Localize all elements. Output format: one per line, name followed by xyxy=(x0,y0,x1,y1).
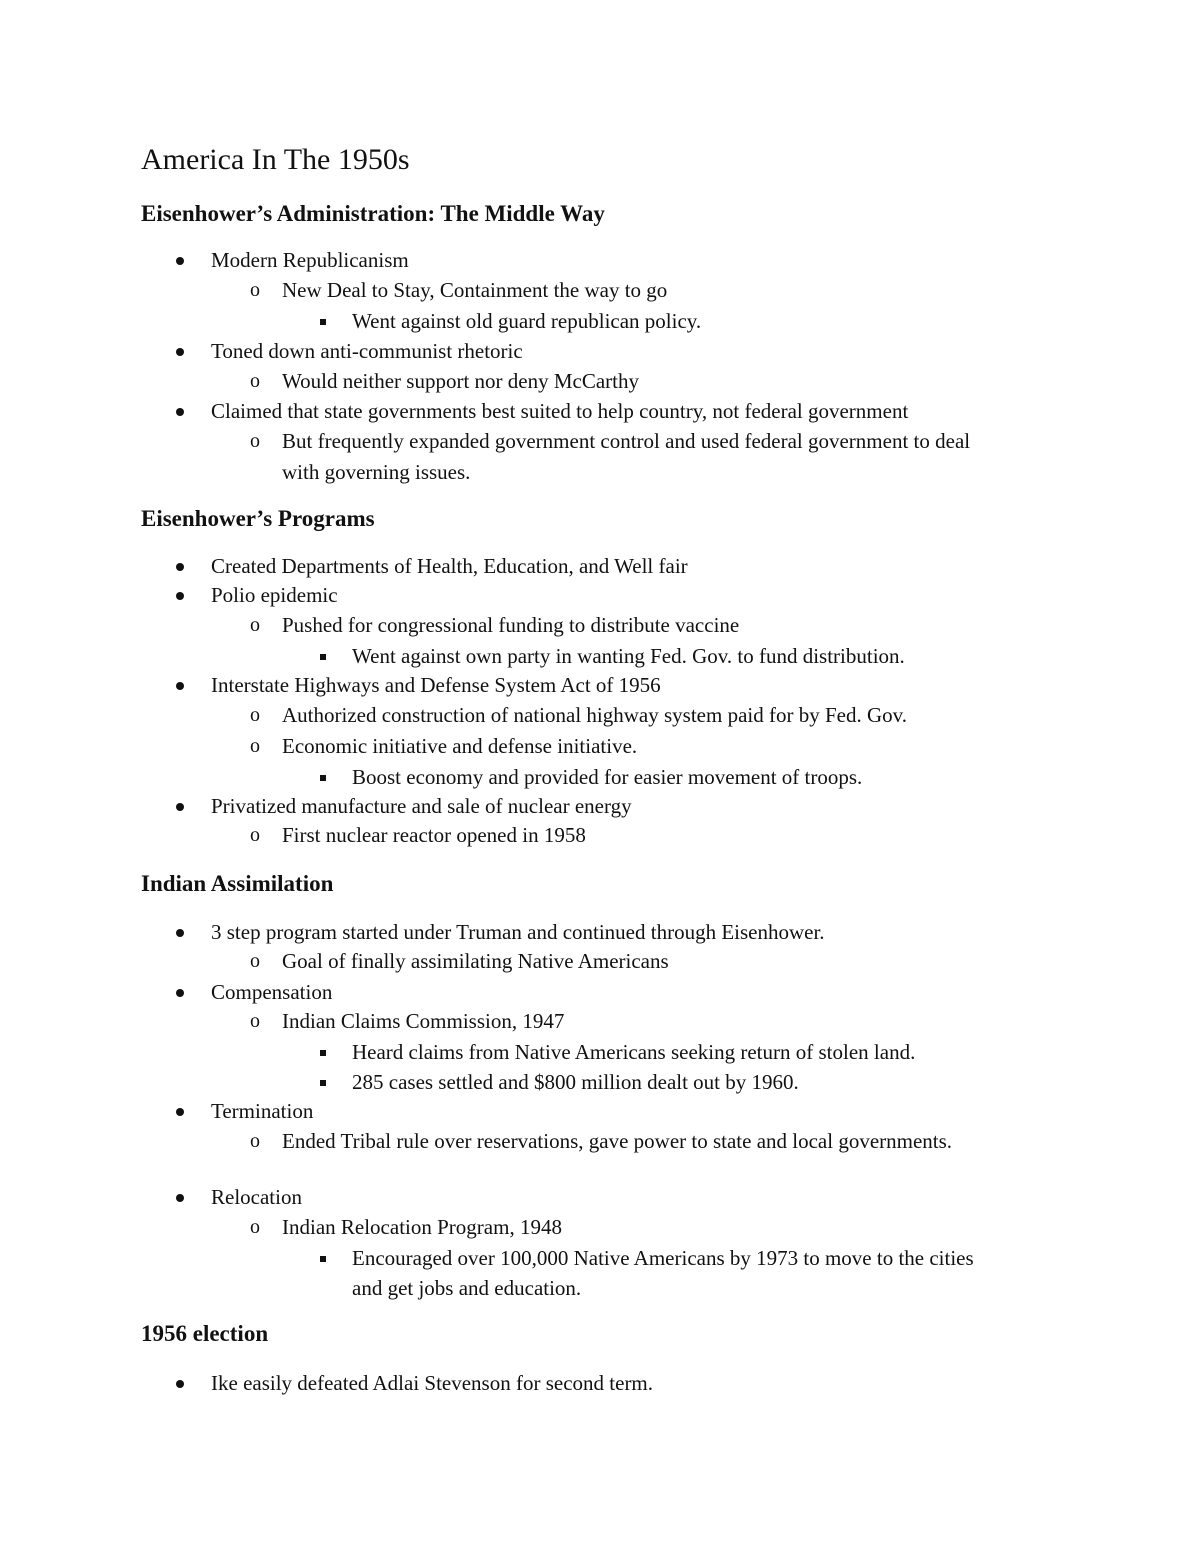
bullet-icon xyxy=(170,580,190,610)
list-item: Compensation xyxy=(211,980,333,1004)
list-item: Authorized construction of national highway system paid for by Fed. Gov. xyxy=(282,703,908,727)
circle-bullet-icon: o xyxy=(250,370,260,392)
list-item: Ike easily defeated Adlai Stevenson for second term. xyxy=(211,1371,654,1395)
document-title: America In The 1950s xyxy=(141,143,410,176)
list-item: Economic initiative and defense initiative. xyxy=(282,734,638,758)
circle-bullet-icon: o xyxy=(250,735,260,757)
list-item: Created Departments of Health, Education, and Well fair xyxy=(211,554,688,578)
circle-bullet-icon: o xyxy=(250,950,260,972)
list-item: Interstate Highways and Defense System Act of 1956 xyxy=(211,673,661,697)
bullet-icon xyxy=(170,670,190,700)
bullet-icon xyxy=(170,551,190,581)
circle-bullet-icon: o xyxy=(250,430,260,452)
bullet-icon xyxy=(170,977,190,1007)
square-bullet-icon xyxy=(313,1243,333,1273)
list-item: Ended Tribal rule over reservations, gave power to state and local governments. xyxy=(282,1129,953,1153)
circle-bullet-icon: o xyxy=(250,279,260,301)
list-item: New Deal to Stay, Containment the way to go xyxy=(282,278,668,302)
square-bullet-icon xyxy=(313,1067,333,1097)
list-item: Polio epidemic xyxy=(211,583,338,607)
list-item: Relocation xyxy=(211,1185,302,1209)
list-item: Pushed for congressional funding to distribute vaccine xyxy=(282,613,740,637)
list-item: Boost economy and provided for easier movement of troops. xyxy=(352,765,863,789)
section-heading: Eisenhower’s Administration: The Middle Way xyxy=(141,201,605,226)
bullet-icon xyxy=(170,791,190,821)
bullet-icon xyxy=(170,917,190,947)
list-item: Went against own party in wanting Fed. Gov. to fund distribution. xyxy=(352,644,905,668)
section-heading: Eisenhower’s Programs xyxy=(141,506,375,531)
list-item: 3 step program started under Truman and continued through Eisenhower. xyxy=(211,920,825,944)
list-item-continuation: and get jobs and education. xyxy=(352,1276,582,1300)
section-heading: Indian Assimilation xyxy=(141,871,334,896)
list-item-continuation: with governing issues. xyxy=(282,460,471,484)
square-bullet-icon xyxy=(313,762,333,792)
square-bullet-icon xyxy=(313,306,333,336)
bullet-icon xyxy=(170,396,190,426)
list-item: Toned down anti-communist rhetoric xyxy=(211,339,523,363)
list-item: Claimed that state governments best suited to help country, not federal government xyxy=(211,399,909,423)
square-bullet-icon xyxy=(313,1037,333,1067)
list-item: Privatized manufacture and sale of nuclear energy xyxy=(211,794,632,818)
circle-bullet-icon: o xyxy=(250,1216,260,1238)
circle-bullet-icon: o xyxy=(250,704,260,726)
circle-bullet-icon: o xyxy=(250,614,260,636)
list-item: Went against old guard republican policy. xyxy=(352,309,702,333)
list-item: Indian Claims Commission, 1947 xyxy=(282,1009,565,1033)
list-item: But frequently expanded government control and used federal government to deal xyxy=(282,429,971,453)
circle-bullet-icon: o xyxy=(250,1010,260,1032)
list-item: Would neither support nor deny McCarthy xyxy=(282,369,639,393)
bullet-icon xyxy=(170,1182,190,1212)
section-heading: 1956 election xyxy=(141,1321,269,1346)
list-item: First nuclear reactor opened in 1958 xyxy=(282,823,586,847)
bullet-icon xyxy=(170,1096,190,1126)
list-item: Goal of finally assimilating Native Americans xyxy=(282,949,669,973)
list-item: Termination xyxy=(211,1099,314,1123)
list-item: Encouraged over 100,000 Native Americans by 1973 to move to the cities xyxy=(352,1246,974,1270)
list-item: Modern Republicanism xyxy=(211,248,409,272)
bullet-icon xyxy=(170,245,190,275)
list-item: Heard claims from Native Americans seeking return of stolen land. xyxy=(352,1040,916,1064)
bullet-icon xyxy=(170,336,190,366)
list-item: 285 cases settled and $800 million dealt out by 1960. xyxy=(352,1070,799,1094)
square-bullet-icon xyxy=(313,641,333,671)
bullet-icon xyxy=(170,1368,190,1398)
list-item: Indian Relocation Program, 1948 xyxy=(282,1215,562,1239)
circle-bullet-icon: o xyxy=(250,824,260,846)
circle-bullet-icon: o xyxy=(250,1130,260,1152)
